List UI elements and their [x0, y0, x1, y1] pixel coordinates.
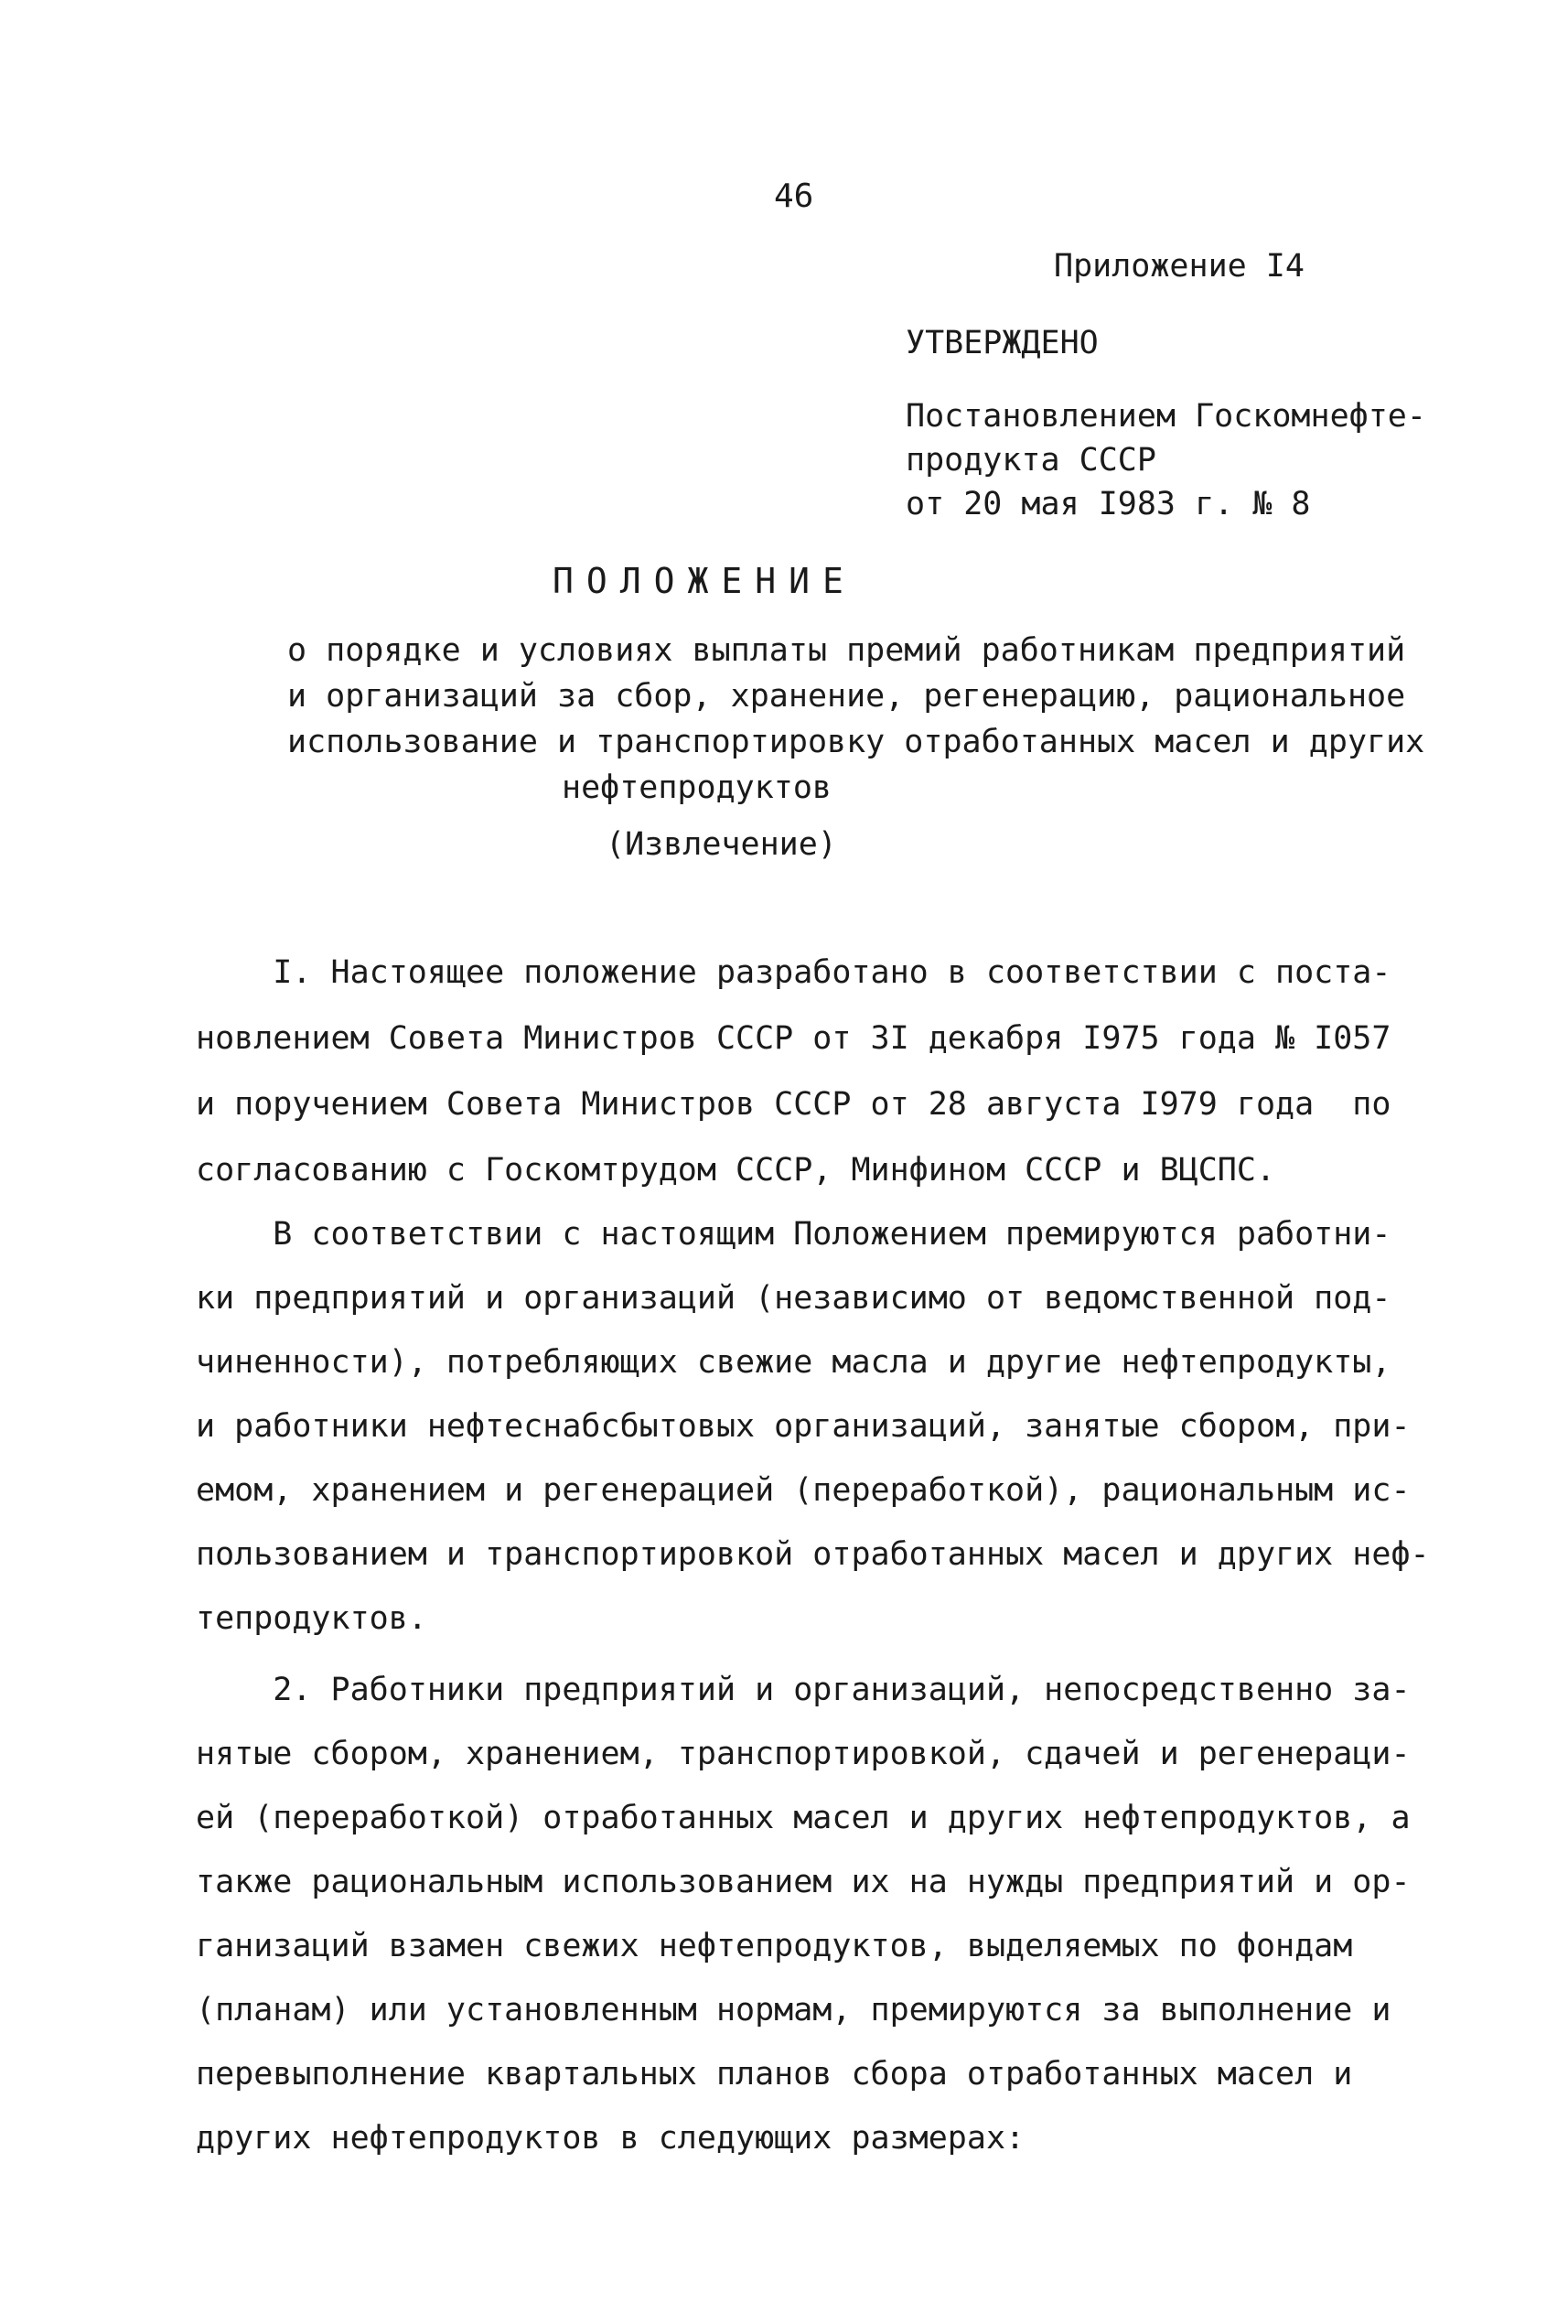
subtitle-line: нефтепродуктов [562, 769, 832, 806]
body-line: также рациональным использованием их на нужды предприятий и ор- [196, 1864, 1411, 1900]
appendix-label: Приложение I4 [1054, 248, 1305, 285]
body-line: тепродуктов. [196, 1600, 427, 1637]
subtitle-line: использование и транспортировку отработанных масел и других [287, 724, 1425, 760]
body-line: емом, хранением и регенерацией (переработкой), рациональным ис- [196, 1472, 1411, 1509]
body-line: ганизаций взамен свежих нефтепродуктов, выделяемых по фондам [196, 1928, 1353, 1964]
extract-label: (Извлечение) [606, 826, 837, 863]
decree-line: от 20 мая I983 г. № 8 [906, 486, 1311, 522]
page-number: 46 [774, 178, 814, 215]
body-line: нятые сбором, хранением, транспортировкой, сдачей и регенераци- [196, 1736, 1411, 1772]
body-line: других нефтепродуктов в следующих размерах: [196, 2120, 1026, 2157]
body-line: и поручением Совета Министров СССР от 28 августа I979 года по [196, 1086, 1391, 1123]
body-line: I. Настоящее положение разработано в соответствии с поста- [196, 954, 1391, 991]
body-line: новлением Совета Министров СССР от 3I декабря I975 года № I057 [196, 1020, 1391, 1057]
document-title: ПОЛОЖЕНИЕ [553, 561, 856, 601]
decree-line: продукта СССР [906, 442, 1156, 479]
body-line: согласованию с Госкомтрудом СССР, Минфином СССР и ВЦСПС. [196, 1152, 1276, 1189]
subtitle-line: и организаций за сбор, хранение, регенерацию, рациональное [287, 678, 1406, 715]
decree-line: Постановлением Госкомнефте- [906, 398, 1426, 435]
approval-stamp-text: УТВЕРЖДЕНО [906, 325, 1099, 361]
body-line: ки предприятий и организаций (независимо от ведомственной под- [196, 1280, 1391, 1317]
body-line: перевыполнение квартальных планов сбора отработанных масел и [196, 2056, 1353, 2093]
body-line: пользованием и транспортировкой отработанных масел и других неф- [196, 1536, 1430, 1573]
body-line: 2. Работники предприятий и организаций, непосредственно за- [196, 1672, 1411, 1708]
body-line: (планам) или установленным нормам, премируются за выполнение и [196, 1992, 1391, 2028]
subtitle-line: о порядке и условиях выплаты премий работникам предприятий [287, 632, 1406, 669]
body-line: В соответствии с настоящим Положением премируются работни- [196, 1216, 1391, 1253]
body-line: ей (переработкой) отработанных масел и других нефтепродуктов, а [196, 1800, 1411, 1836]
body-line: чиненности), потребляющих свежие масла и другие нефтепродукты, [196, 1344, 1391, 1381]
body-line: и работники нефтеснабсбытовых организаций, занятые сбором, при- [196, 1408, 1411, 1445]
